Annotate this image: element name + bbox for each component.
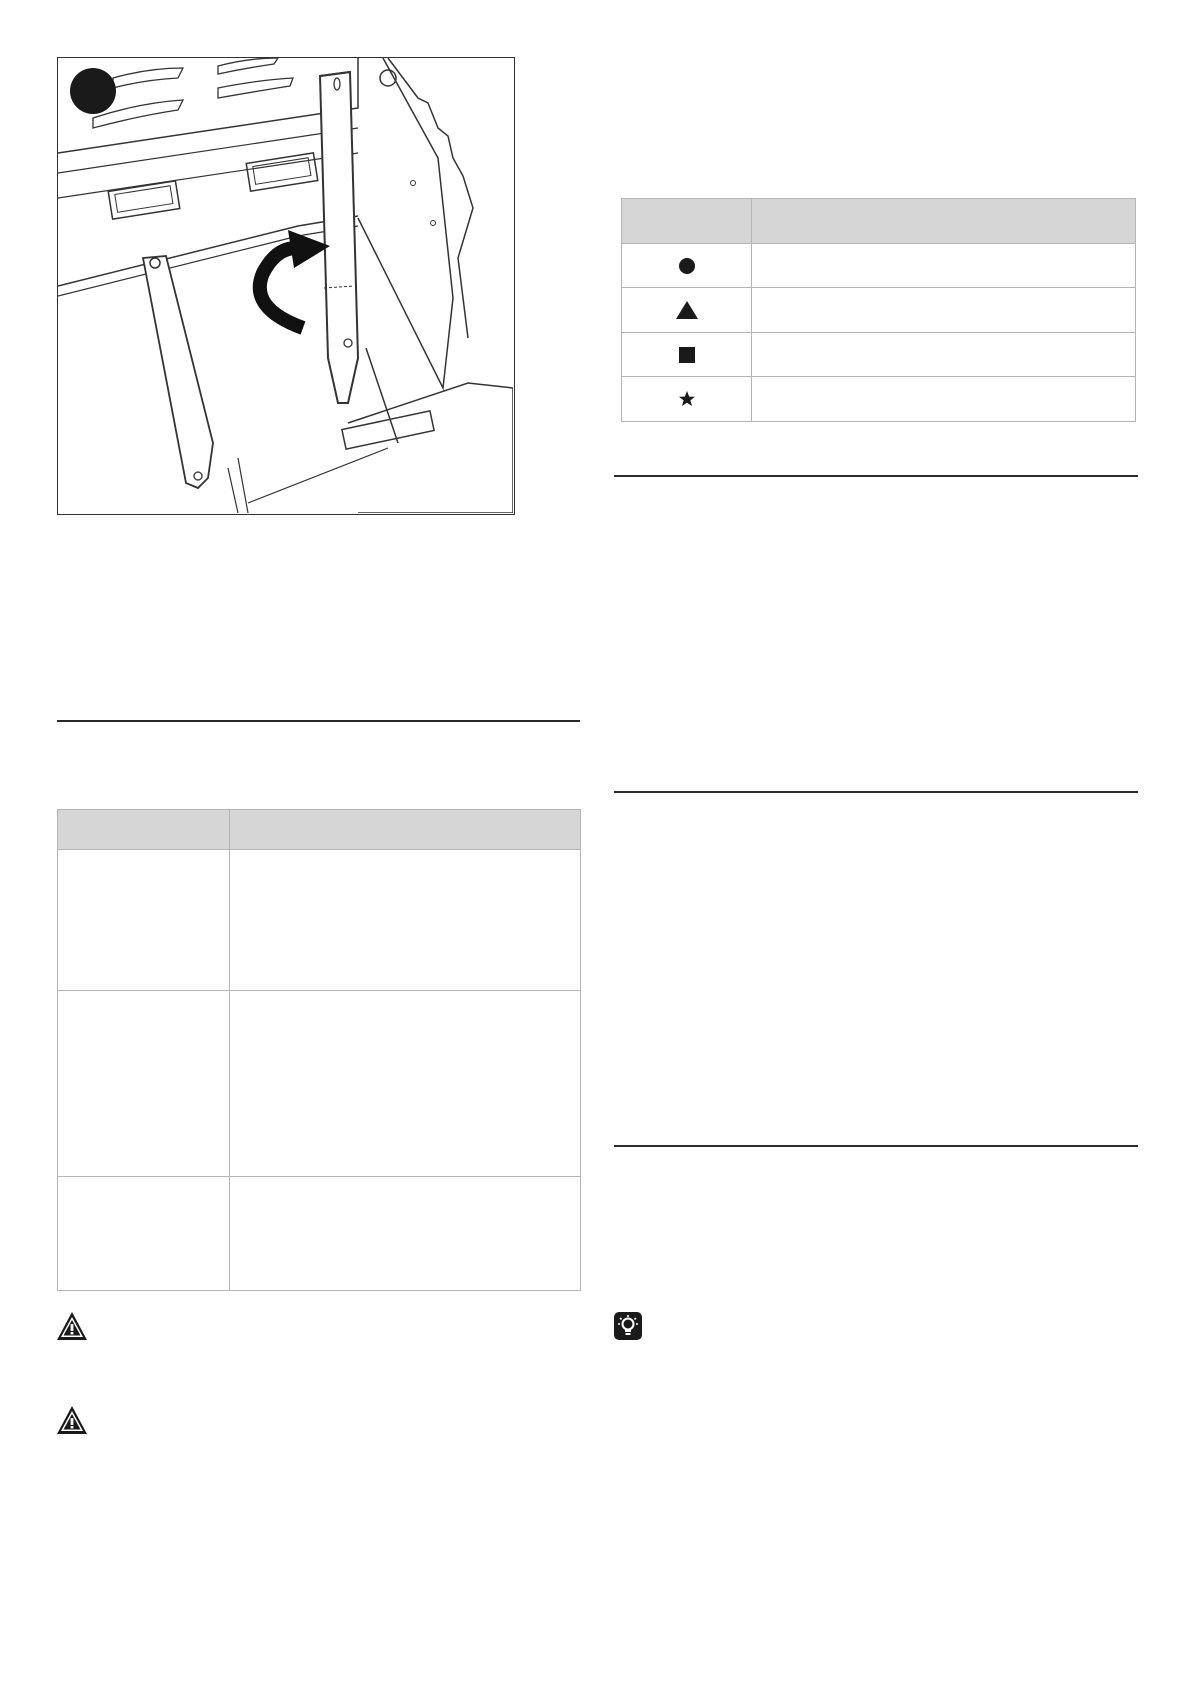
step-marker-circle: [70, 68, 116, 114]
symbol-table-header-1: [622, 199, 752, 244]
symbol-table-header-2: [752, 199, 1136, 244]
section-divider: [57, 720, 580, 722]
table-row: [622, 244, 752, 288]
circle-icon: [678, 257, 696, 275]
table-row: [622, 333, 752, 377]
lightbulb-icon: [614, 1312, 642, 1340]
troubleshooting-table: [57, 809, 581, 1291]
burner-tube-illustration: [57, 57, 515, 515]
section-divider: [614, 475, 1138, 477]
left-table-header-1: [58, 810, 230, 850]
star-icon: [677, 389, 697, 409]
section-divider: [614, 791, 1138, 793]
table-row: [622, 377, 752, 422]
table-row: [58, 850, 230, 991]
triangle-icon: [675, 300, 699, 320]
symbol-table: [621, 198, 1136, 422]
table-row: [58, 991, 230, 1177]
section-divider: [614, 1145, 1138, 1147]
left-table-header-2: [230, 810, 581, 850]
warning-triangle-icon: [56, 1405, 88, 1435]
table-row: [622, 288, 752, 333]
square-icon: [678, 346, 696, 364]
rotate-arrow-icon: [260, 230, 330, 328]
warning-triangle-icon: [56, 1311, 88, 1341]
table-row: [58, 1177, 230, 1291]
